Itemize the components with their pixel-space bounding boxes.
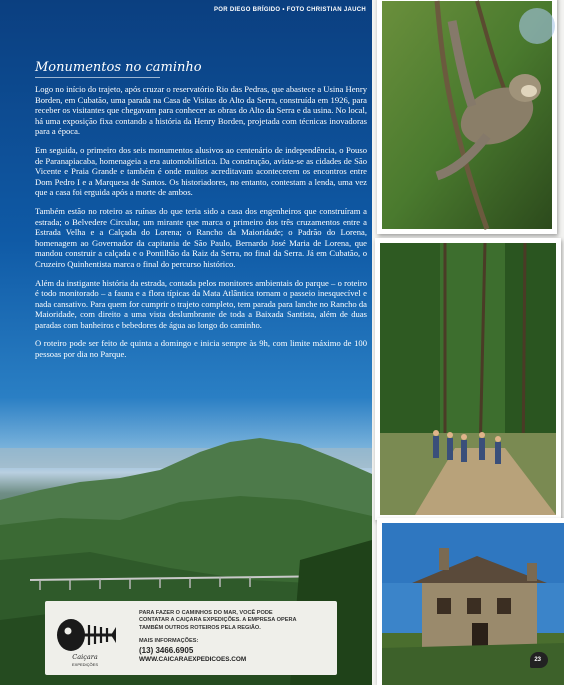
info-box [45, 601, 337, 675]
paragraph: Também estão no roteiro as ruínas do que teria sido a casa dos engenheiros que construíram a estrada; o Belvedere Circular, um mirante que marca o primeiro dos três cruzamentos entre a Estrada Velha e a Calçada do Lorena; o Rancho da Maioridade; o Padrão do Lorena, homenagem ao Governador da capitania de São Paulo, Bernardo José Maria de Lorena, que mandou construir a calçada e o Pontilhão da Raiz da Serra, no final da Serra. Já em Cubatão, o Cruzeiro Quinhentista marca o final do percurso histórico. [35, 205, 367, 269]
section-heading: Monumentos no caminho [35, 60, 202, 75]
paragraph: Logo no início do trajeto, após cruzar o reservatório Rio das Pedras, que abastece a Usina Henry Borden, em Cubatão, uma parada na Casa de Visitas do Alto da Serra, construída em 1926, para receber os visitantes que chegavam para conhecer as obras do Alto da Serra e da usina. No local, há uma exposição fixa contando a história da Henry Borden, projetada com técnicas inovadoras para a época. [35, 84, 367, 137]
paragraph: O roteiro pode ser feito de quinta a domingo e inicia sempre às 9h, com limite máximo de 100 pessoas por dia no Parque. [35, 338, 367, 360]
byline-photographer: CHRISTIAN JAUCH [306, 7, 366, 13]
svg-text:EXPEDIÇÕES: EXPEDIÇÕES [71, 662, 99, 667]
info-title: MAIS INFORMAÇÕES: [139, 638, 199, 645]
byline [214, 7, 366, 13]
info-line: PARA FAZER O CAMINHOS DO MAR, VOCÊ PODE [139, 610, 273, 616]
byline-prefix: POR [213, 7, 228, 13]
paragraph: Além da instigante história da estrada, contada pelos monitores ambientais do parque – o roteiro é todo monitorado – a fauna e a flora típicas da Mata Atlântica tornam o passeio inesquecível e nada cansativo. Para quem for cumprir o trajeto completo, tem parada para lanche no Rancho da Maioridade, com direito a uma vista deslumbrante de toda a Baixada Santista, além de duas paradas com banheiros e bebedores de água ao longo do caminho. [35, 277, 367, 330]
article-body [35, 84, 367, 368]
byline-author: DIEGO BRÍGIDO [229, 7, 281, 13]
info-website-link[interactable]: WWW.CAICARAEXPEDICOES.COM [139, 655, 247, 663]
heading-underline [35, 77, 160, 78]
page-number: 23 [534, 657, 541, 663]
byline-separator: • [282, 7, 285, 13]
byline-photo-prefix: FOTO [286, 7, 305, 13]
info-line: TAMBÉM OUTROS ROTEIROS PELA REGIÃO. [139, 624, 261, 631]
info-line: CONTATAR A CAIÇARA EXPEDIÇÕES. A EMPRESA OPERA [139, 617, 297, 624]
photo-column [372, 0, 564, 685]
paragraph: Em seguida, o primeiro dos seis monumentos alusivos ao centenário de independência, o Pouso de Paranapiacaba, homenageia a era automobilística. Da construção, avista-se as cidades de São Vicente e Praia Grande e também é onde muitos acreditavam acontecerem os encontros entre Dom Pedro I e a Marquesa de Santos. Os historiadores, no entanto, contestam a lenda, uma vez que a casa foi erguida após a morte de ambos. [35, 144, 367, 198]
trail-hikers-photo [375, 238, 561, 520]
sloth-photo [377, 0, 557, 234]
svg-text:Caiçara: Caiçara [72, 653, 98, 661]
info-phone: (13) 3466.6905 [139, 645, 194, 655]
info-text [139, 610, 329, 663]
caicara-logo [53, 607, 117, 669]
